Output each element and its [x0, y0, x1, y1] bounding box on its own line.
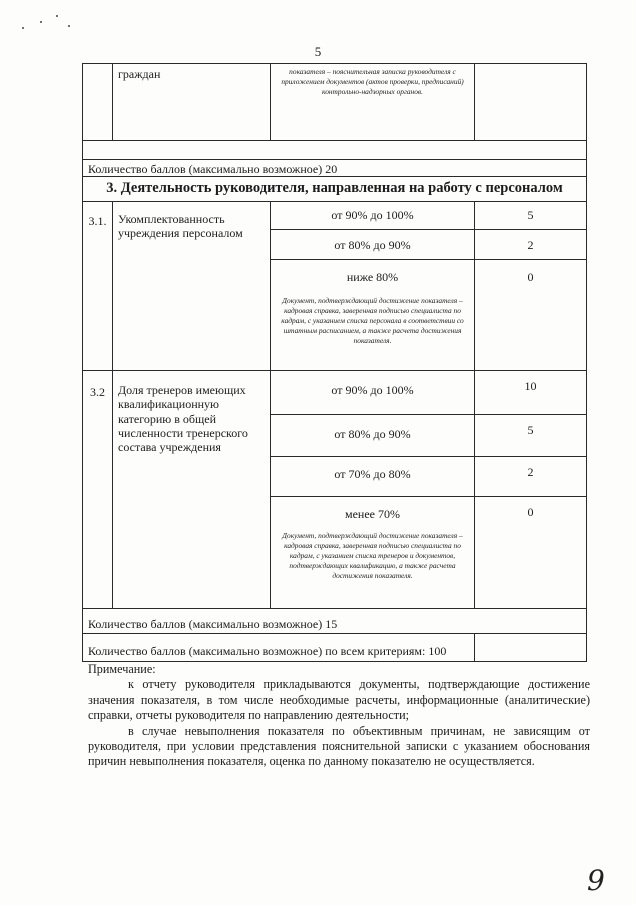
notes-block [88, 662, 590, 770]
document-note: Документ, подтверждающий достижение показателя – кадровая справка, заверенная подписью специалиста по кадрам, с указанием списка тренеров и документов, подтверждающих квалификацию, а также расчета достижения показателя. [282, 531, 463, 581]
table-row [83, 141, 587, 160]
criterion-number: 3.2 [83, 370, 113, 608]
score: 2 [475, 229, 587, 259]
table-row [83, 201, 587, 229]
score: 10 [475, 370, 587, 414]
criterion-name: Укомплектованность учреждения персоналом [113, 201, 271, 370]
page-number: 5 [314, 44, 322, 59]
score: 0 [475, 496, 587, 608]
handwritten-page-mark: 9 [587, 864, 605, 897]
table-row [83, 370, 587, 414]
criterion-number: 3.1. [83, 201, 113, 370]
grand-total-row [83, 634, 587, 661]
scan-speck [68, 25, 70, 27]
score: 2 [475, 456, 587, 496]
table-row [83, 64, 587, 141]
section-total-row [83, 160, 587, 177]
indicator: от 80% до 90% [271, 414, 475, 456]
score: 5 [475, 201, 587, 229]
grand-total: Количество баллов (максимально возможное) по всем критериям: 100 [83, 634, 475, 661]
indicator: от 80% до 90% [271, 229, 475, 259]
section-title-row [83, 177, 587, 201]
score: 0 [475, 259, 587, 370]
indicator: от 90% до 100% [271, 201, 475, 229]
scan-speck [22, 27, 24, 29]
indicator: менее 70% [345, 506, 400, 521]
document-note: Документ, подтверждающий достижение показателя – кадровая справка, заверенная подписью специалиста по кадрам, с указанием списка персонала в соответствии со штатным расписанием, а также расчета достижения показателя. [281, 296, 464, 346]
section-3-title: 3. Деятельность руководителя, направленная на работу с персоналом [83, 177, 587, 201]
section-3-total: Количество баллов (максимально возможное) 15 [83, 608, 587, 633]
notes-paragraph: в случае невыполнения показателя по объективным причинам, не зависящим от руководителя, при условии представления пояснительной записки с указанием обоснования причин невыполнения показателя, оценка по данному показателю не осуществляется. [88, 723, 590, 769]
notes-paragraph: к отчету руководителя прикладываются документы, подтверждающие достижение значения показателя, в том числе необходимые расчеты, информационные (аналитические) справки, отчеты руководителя по направлению деятельности; [88, 677, 590, 723]
criterion-name: граждан [113, 64, 271, 141]
score: 5 [475, 414, 587, 456]
document-note: показателя – пояснительная записка руководителя с приложением документов (актов проверки, предписаний) контрольно-надзорных органов. [281, 67, 464, 96]
section-total-row [83, 608, 587, 633]
section-2-total: Количество баллов (максимально возможное) 20 [83, 160, 587, 177]
scan-speck [56, 15, 58, 17]
criteria-table [82, 63, 587, 662]
notes-heading: Примечание: [88, 662, 156, 676]
scan-speck [40, 21, 42, 23]
indicator: от 70% до 80% [271, 456, 475, 496]
indicator: от 90% до 100% [271, 370, 475, 414]
indicator: ниже 80% [346, 269, 399, 284]
criterion-name: Доля тренеров имеющих квалификационную категорию в общей численности тренерского состава учреждения [113, 370, 271, 608]
